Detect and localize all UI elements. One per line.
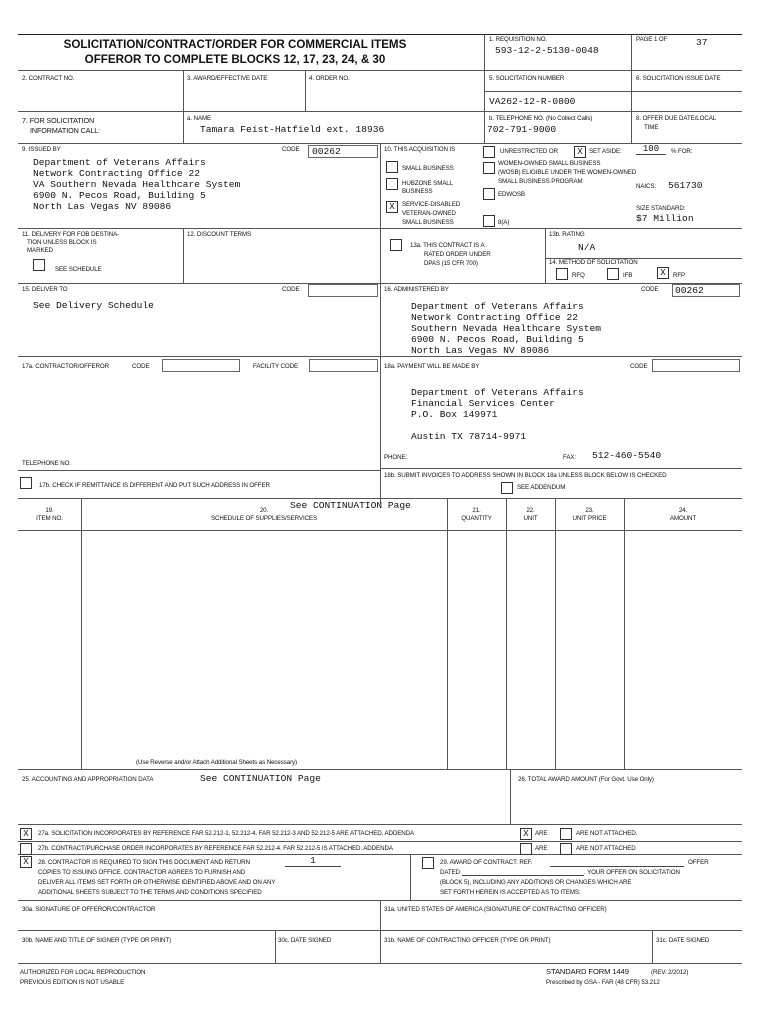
rated-order-checkbox[interactable] bbox=[390, 239, 402, 251]
unrestricted-label: UNRESTRICTED OR bbox=[500, 148, 558, 155]
29-label-3: (BLOCK 5), INCLUDING ANY ADDITIONS OR CHANGES WHICH ARE bbox=[440, 879, 632, 886]
schedule-note: (Use Reverse and/or Attach Additional Sheets as Necessary) bbox=[136, 759, 298, 766]
remittance-label: 17b. CHECK IF REMITTANCE IS DIFFERENT AND PUT SUCH ADDRESS IN OFFER bbox=[39, 482, 270, 489]
27a-checkbox[interactable]: X bbox=[20, 828, 32, 840]
officer-date-signed-label: 31c. DATE SIGNED bbox=[656, 937, 710, 944]
see-addendum-label: SEE ADDENDUM bbox=[517, 484, 566, 491]
col-unit: UNIT bbox=[523, 515, 538, 522]
remittance-checkbox[interactable] bbox=[20, 477, 32, 489]
27b-are-not-checkbox[interactable] bbox=[560, 843, 572, 855]
solicitation-info-label: 7. FOR SOLICITATION bbox=[22, 116, 95, 125]
28-label: 28. CONTRACTOR IS REQUIRED TO SIGN THIS DOCUMENT AND RETURN bbox=[38, 859, 250, 866]
8a-label: 8(A) bbox=[498, 219, 510, 226]
administered-code-field[interactable] bbox=[672, 284, 740, 297]
solicitation-no-value[interactable]: VA262-12-R-0800 bbox=[489, 96, 576, 107]
requisition-label: 1. REQUISITION NO. bbox=[489, 36, 548, 43]
27b-label: 27b. CONTRACT/PURCHASE ORDER INCORPORATES BY REFERENCE FAR 52.212-4. FAR 52.212-5 IS ATTACHED. ADDENDA bbox=[38, 845, 393, 852]
rating-label: 13b. RATING bbox=[549, 231, 585, 238]
form-revision: (REV. 2/2012) bbox=[651, 969, 689, 976]
contractor-code-field[interactable] bbox=[162, 359, 240, 372]
wosb-checkbox[interactable] bbox=[483, 162, 495, 174]
date-signed-label: 30c. DATE SIGNED bbox=[278, 937, 332, 944]
solicitation-no-label: 5. SOLICITATION NUMBER bbox=[489, 75, 565, 82]
administered-code-label: CODE bbox=[641, 286, 659, 293]
rule bbox=[652, 930, 653, 963]
unrestricted-checkbox[interactable] bbox=[483, 146, 495, 158]
size-standard-label: SIZE STANDARD: bbox=[636, 205, 686, 212]
signer-name-label: 30b. NAME AND TITLE OF SIGNER (TYPE OR PRINT) bbox=[22, 937, 172, 944]
col-amount-num: 24. bbox=[678, 507, 688, 514]
rfp-checkbox[interactable]: X bbox=[657, 267, 669, 279]
27a-are-not-checkbox[interactable] bbox=[560, 828, 572, 840]
rule bbox=[510, 769, 511, 824]
ifb-label: IFB bbox=[623, 272, 633, 279]
rfp-label: RFP bbox=[673, 272, 686, 279]
col-quantity-num: 21. bbox=[472, 507, 481, 514]
wosb-label-2: (WOSB) ELIGIBLE UNDER THE WOMEN-OWNED bbox=[498, 169, 637, 176]
small-business-checkbox[interactable] bbox=[386, 161, 398, 173]
col-item-num: 19. bbox=[45, 507, 54, 514]
col-amount: AMOUNT bbox=[669, 515, 697, 522]
rule bbox=[631, 34, 632, 143]
27a-are-not-label: ARE NOT ATTACHED. bbox=[576, 830, 638, 837]
27a-label: 27a. SOLICITATION INCORPORATES BY REFERENCE FAR 52.212-1, 52.212-4. FAR 52.212-3 AND 52.212-5 ARE ATTACHED. ADDENDA bbox=[38, 830, 415, 837]
form-name: STANDARD FORM 1449 bbox=[546, 967, 629, 976]
rating-value[interactable]: N/A bbox=[578, 242, 596, 253]
form-title-line2: OFFEROR TO COMPLETE BLOCKS 12, 17, 23, 24, & 30 bbox=[84, 53, 386, 66]
contract-no-label: 2. CONTRACT NO. bbox=[22, 75, 75, 82]
administered-code-value: 00262 bbox=[675, 285, 704, 296]
sdvosb-checkbox[interactable]: X bbox=[386, 201, 398, 213]
accounting-label: 25. ACCOUNTING AND APPROPRIATION DATA bbox=[22, 776, 154, 783]
rule bbox=[18, 854, 742, 855]
administered-by-address: Department of Veterans Affairs Network Contracting Office 22 Southern Nevada Healthcare System 6900 N. Pecos Road, Building 5 North Las Vegas NV 89086 bbox=[411, 301, 601, 356]
col-supplies-num: 20. bbox=[259, 507, 269, 514]
officer-name-label: 31b. NAME OF CONTRACTING OFFICER (TYPE OR PRINT) bbox=[384, 937, 551, 944]
offer-due-label-2: TIME bbox=[644, 124, 659, 131]
27a-are-label: ARE bbox=[535, 830, 548, 837]
form-prescribed: Prescribed by GSA - FAR (48 CFR) 53.212 bbox=[546, 979, 660, 986]
rule bbox=[183, 70, 184, 143]
29-checkbox[interactable] bbox=[422, 857, 434, 869]
wosb-label: WOMEN-OWNED SMALL BUSINESS bbox=[498, 160, 601, 167]
rule bbox=[18, 824, 742, 825]
fob-label-3: MARKED bbox=[27, 247, 53, 254]
rule bbox=[18, 111, 742, 112]
rule bbox=[545, 228, 546, 283]
see-addendum-checkbox[interactable] bbox=[501, 482, 513, 494]
rated-order-label-3: DPAS (15 CFR 700) bbox=[424, 260, 478, 267]
rule bbox=[506, 498, 507, 769]
offer-due-label: 8. OFFER DUE DATE/LOCAL bbox=[636, 115, 717, 122]
29-label-4: SET FORTH HEREIN IS ACCEPTED AS TO ITEMS: bbox=[440, 889, 581, 896]
rule bbox=[18, 530, 742, 531]
total-award-label: 26. TOTAL AWARD AMOUNT (For Govt. Use Only) bbox=[518, 776, 654, 783]
order-no-label: 4. ORDER NO. bbox=[309, 75, 350, 82]
rule bbox=[484, 34, 485, 143]
payment-code-field[interactable] bbox=[652, 359, 740, 372]
issued-by-address: Department of Veterans Affairs Network Contracting Office 22 VA Southern Nevada Healthcare System 6900 N. Pecos Road, Building 5 North Las Vegas NV 89086 bbox=[33, 157, 241, 212]
contractor-code-label: CODE bbox=[132, 363, 150, 370]
rule bbox=[275, 930, 276, 963]
footer-reproduction: AUTHORIZED FOR LOCAL REPRODUCTION bbox=[20, 969, 146, 976]
wosb-label-3: SMALL BUSINESS PROGRAM bbox=[498, 178, 583, 185]
acquisition-label: 10. THIS ACQUISITION IS bbox=[384, 146, 456, 153]
phone-label: b. TELEPHONE NO. (No Collect Calls) bbox=[489, 115, 593, 122]
29-dated-label-2: . YOUR OFFER ON SOLICITATION bbox=[584, 869, 680, 876]
deliver-to-label: 15. DELIVER TO bbox=[22, 286, 68, 293]
edwosb-label: EDWOSB bbox=[498, 191, 525, 198]
rule bbox=[410, 854, 411, 900]
payment-label: 18a. PAYMENT WILL BE MADE BY bbox=[384, 363, 480, 370]
27a-are-checkbox[interactable]: X bbox=[520, 828, 532, 840]
issued-by-code-value: 00262 bbox=[312, 146, 341, 157]
facility-code-field[interactable] bbox=[309, 359, 378, 372]
payment-address: Department of Veterans Affairs Financial Services Center P.O. Box 149971 Austin TX 78714-9971 bbox=[411, 387, 584, 442]
rated-order-label-2: RATED ORDER UNDER bbox=[424, 251, 491, 258]
rule bbox=[18, 963, 742, 964]
fax-label: FAX: bbox=[563, 454, 577, 461]
submit-invoices-label: 18b. SUBMIT INVOICES TO ADDRESS SHOWN IN BLOCK 18a UNLESS BLOCK BELOW IS CHECKED bbox=[384, 472, 667, 479]
28-label-2: COPIES TO ISSUING OFFICE. CONTRACTOR AGREES TO FURNISH AND bbox=[38, 869, 246, 876]
rule bbox=[484, 91, 742, 92]
fob-label: 11. DELIVERY FOR FOB DESTINA- bbox=[22, 231, 120, 238]
see-schedule-label: SEE SCHEDULE bbox=[55, 266, 102, 273]
rfq-checkbox[interactable] bbox=[556, 268, 568, 280]
set-aside-percent[interactable]: 100 bbox=[636, 145, 666, 155]
contractor-label: 17a. CONTRACTOR/OFFEROR bbox=[22, 363, 109, 370]
deliver-to-code-field[interactable] bbox=[308, 284, 378, 297]
deliver-to-code-label: CODE bbox=[282, 286, 300, 293]
hubzone-checkbox[interactable] bbox=[386, 178, 398, 190]
29-offer-label: OFFER bbox=[688, 859, 709, 866]
col-quantity: QUANTITY bbox=[461, 515, 492, 522]
28-label-3: DELIVER ALL ITEMS SET FORTH OR OTHERWISE IDENTIFIED ABOVE AND ON ANY bbox=[38, 879, 276, 886]
27b-are-checkbox[interactable] bbox=[520, 843, 532, 855]
27b-are-not-label: ARE NOT ATTACHED bbox=[576, 845, 636, 852]
rule bbox=[18, 841, 742, 842]
page-total: 37 bbox=[696, 37, 708, 48]
small-business-label: SMALL BUSINESS bbox=[402, 165, 454, 172]
rule bbox=[18, 769, 742, 770]
29-dated-label: DATED bbox=[440, 869, 461, 876]
rule bbox=[624, 498, 625, 769]
issue-date-label: 6. SOLICITATION ISSUE DATE bbox=[636, 75, 721, 82]
discount-terms-label: 12. DISCOUNT TERMS bbox=[187, 231, 251, 238]
payment-code-label: CODE bbox=[630, 363, 648, 370]
signature-usa-label: 31a. UNITED STATES OF AMERICA (SIGNATURE OF CONTRACTING OFFICER) bbox=[384, 906, 607, 913]
facility-code-label: FACILITY CODE bbox=[253, 363, 299, 370]
footer-previous-edition: PREVIOUS EDITION IS NOT USABLE bbox=[20, 979, 125, 986]
rule bbox=[555, 498, 556, 769]
sdvosb-label: SERVICE-DISABLED bbox=[402, 201, 461, 208]
sdvosb-label-3: SMALL BUSINESS bbox=[402, 219, 454, 226]
fax-value[interactable]: 512-460-5540 bbox=[592, 450, 662, 461]
issued-by-label: 9. ISSUED BY bbox=[22, 146, 61, 153]
29-label: 29. AWARD OF CONTRACT: REF. bbox=[440, 859, 533, 866]
col-supplies: SCHEDULE OF SUPPLIES/SERVICES bbox=[211, 515, 317, 522]
rfq-label: RFQ bbox=[572, 272, 585, 279]
29-dated-field[interactable] bbox=[462, 866, 584, 876]
hubzone-label: HUBZONE SMALL bbox=[402, 180, 453, 187]
deliver-to-value: See Delivery Schedule bbox=[33, 300, 154, 311]
solicitation-info-label-2: INFORMATION CALL: bbox=[30, 126, 101, 135]
fob-label-2: TION UNLESS BLOCK IS bbox=[27, 239, 97, 246]
28-checkbox[interactable]: X bbox=[20, 856, 32, 868]
requisition-value[interactable]: 593-12-2-5130-0048 bbox=[495, 45, 599, 56]
col-unit-price: UNIT PRICE bbox=[572, 515, 607, 522]
hubzone-label-2: BUSINESS bbox=[402, 188, 433, 195]
28-label-4: ADDITIONAL SHEETS SUBJECT TO THE TERMS AND CONDITIONS SPECIFIED bbox=[38, 889, 262, 896]
see-schedule-checkbox[interactable] bbox=[33, 259, 45, 271]
issued-by-code-label: CODE bbox=[282, 146, 300, 153]
contact-phone-value[interactable]: 702-791-9000 bbox=[487, 124, 557, 135]
rated-order-label: 13a. THIS CONTRACT IS A bbox=[410, 242, 485, 249]
ifb-checkbox[interactable] bbox=[607, 268, 619, 280]
rule bbox=[18, 34, 742, 35]
rule bbox=[183, 228, 184, 283]
supplies-value: See CONTINUATION Page bbox=[290, 500, 411, 511]
27b-checkbox[interactable] bbox=[20, 843, 32, 855]
phone-label: PHONE: bbox=[384, 454, 408, 461]
28-copies[interactable]: 1 bbox=[285, 857, 341, 867]
telephone-label: TELEPHONE NO. bbox=[22, 460, 71, 467]
issued-by-code-field[interactable] bbox=[308, 145, 378, 158]
edwosb-checkbox[interactable] bbox=[483, 188, 495, 200]
percent-for-label: % FOR: bbox=[671, 148, 693, 155]
naics-value[interactable]: 561730 bbox=[668, 180, 703, 191]
administered-by-label: 16. ADMINISTERED BY bbox=[384, 286, 449, 293]
award-date-label: 3. AWARD/EFFECTIVE DATE bbox=[187, 75, 268, 82]
name-label: a. NAME bbox=[187, 115, 212, 122]
set-aside-label: SET ASIDE: bbox=[589, 148, 622, 155]
col-unit-num: 22. bbox=[526, 507, 535, 514]
signature-offeror-label: 30a. SIGNATURE OF OFFEROR/CONTRACTOR bbox=[22, 906, 156, 913]
size-standard-value[interactable]: $7 Million bbox=[636, 213, 694, 224]
page-label: PAGE 1 OF bbox=[636, 36, 668, 43]
rule bbox=[380, 900, 381, 963]
27b-are-label: ARE bbox=[535, 845, 548, 852]
col-unit-price-num: 23. bbox=[585, 507, 594, 514]
method-label: 14. METHOD OF SOLICITATION bbox=[549, 259, 638, 266]
8a-checkbox[interactable] bbox=[483, 215, 495, 227]
sdvosb-label-2: VETERAN-OWNED bbox=[402, 210, 456, 217]
col-item-no: ITEM NO. bbox=[36, 515, 63, 522]
accounting-value[interactable]: See CONTINUATION Page bbox=[200, 773, 321, 784]
rule bbox=[380, 468, 742, 469]
set-aside-checkbox[interactable]: X bbox=[574, 146, 586, 158]
rule bbox=[18, 470, 380, 471]
rule bbox=[447, 498, 448, 769]
contact-name-value[interactable]: Tamara Feist-Hatfield ext. 18936 bbox=[200, 124, 385, 135]
rule bbox=[380, 143, 381, 504]
rule bbox=[81, 498, 82, 769]
naics-label: NAICS: bbox=[636, 183, 657, 190]
rule bbox=[305, 70, 306, 111]
rule bbox=[18, 70, 742, 71]
form-title-line1: SOLICITATION/CONTRACT/ORDER FOR COMMERCIAL ITEMS bbox=[63, 38, 407, 51]
